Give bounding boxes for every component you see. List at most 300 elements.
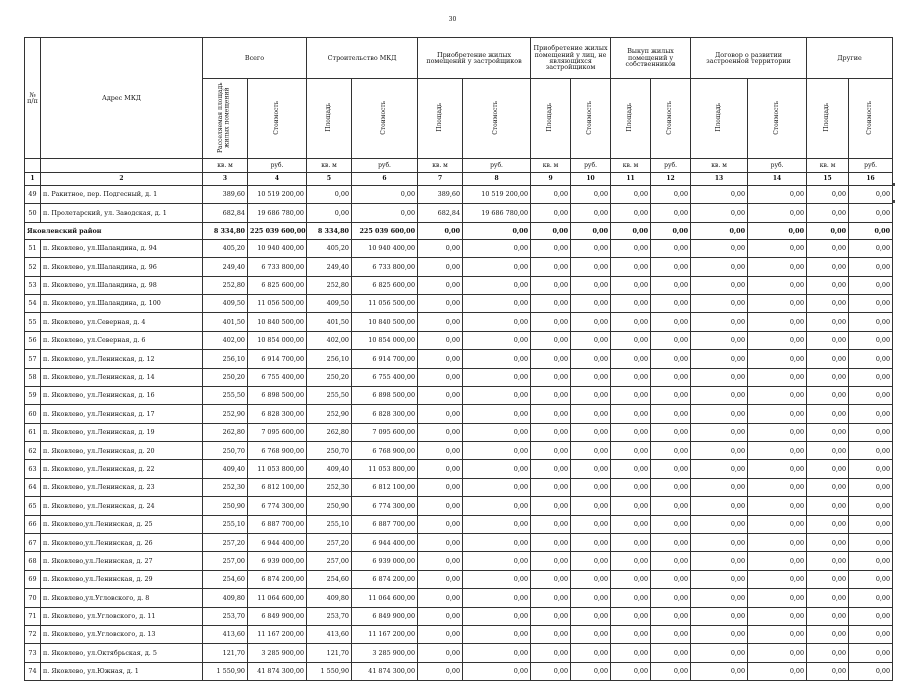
value-cell: 0,00 (807, 331, 849, 349)
table-row (25, 607, 893, 625)
value-cell: 7 095 600,00 (248, 423, 307, 441)
value-cell: 0,00 (463, 405, 531, 423)
value-cell: 409,50 (307, 294, 352, 312)
value-cell: 0,00 (531, 625, 571, 643)
row-address: п. Яковлево, ул.Ленинская, д. 14 (41, 368, 203, 386)
header-sub-cost: Стоимость (352, 79, 418, 159)
value-cell: 0,00 (691, 313, 748, 331)
value-cell: 0,00 (748, 625, 807, 643)
value-cell: 252,80 (307, 276, 352, 294)
header-group-purchase-non-developers: Приобретение жилых помещений у лиц, не являющихся застройщиком (531, 38, 611, 79)
value-cell: 0,00 (571, 515, 611, 533)
row-address: п. Яковлево, ул.Угловского, д. 13 (41, 625, 203, 643)
table-row (25, 662, 893, 680)
value-cell: 0,00 (748, 405, 807, 423)
value-cell: 0,00 (748, 423, 807, 441)
value-cell: 6 939 000,00 (352, 552, 418, 570)
value-cell: 0,00 (418, 386, 463, 404)
header-sub-cost: Стоимость (849, 79, 893, 159)
table-row (25, 442, 893, 460)
value-cell: 0,00 (807, 258, 849, 276)
value-cell: 11 064 600,00 (248, 589, 307, 607)
district-name: Яковлевский район (25, 222, 203, 239)
value-cell: 0,00 (418, 313, 463, 331)
value-cell: 0,00 (571, 222, 611, 239)
value-cell: 0,00 (691, 423, 748, 441)
value-cell: 0,00 (691, 276, 748, 294)
row-index: 63 (25, 460, 41, 478)
value-cell: 389,60 (203, 186, 248, 204)
value-cell: 0,00 (418, 497, 463, 515)
value-cell: 0,00 (418, 644, 463, 662)
value-cell: 0,00 (611, 222, 651, 239)
row-index: 57 (25, 350, 41, 368)
value-cell: 0,00 (531, 515, 571, 533)
column-number: 5 (307, 173, 352, 186)
value-cell: 0,00 (463, 589, 531, 607)
value-cell: 255,50 (203, 386, 248, 404)
value-cell: 3 285 900,00 (352, 644, 418, 662)
value-cell: 10 940 400,00 (352, 239, 418, 257)
value-cell: 0,00 (418, 276, 463, 294)
unit-cost: руб. (748, 159, 807, 173)
value-cell: 0,00 (748, 350, 807, 368)
value-cell: 0,00 (691, 534, 748, 552)
value-cell: 0,00 (531, 222, 571, 239)
value-cell: 0,00 (691, 186, 748, 204)
value-cell: 0,00 (418, 368, 463, 386)
value-cell: 0,00 (651, 186, 691, 204)
value-cell: 0,00 (418, 515, 463, 533)
value-cell: 0,00 (748, 607, 807, 625)
value-cell: 0,00 (651, 313, 691, 331)
column-number: 1 (25, 173, 41, 186)
value-cell: 6 874 200,00 (248, 570, 307, 588)
value-cell: 0,00 (531, 662, 571, 680)
value-cell: 0,00 (611, 607, 651, 625)
value-cell: 0,00 (849, 497, 893, 515)
row-address: п. Яковлево, ул.Шаландина, д. 96 (41, 258, 203, 276)
value-cell: 0,00 (651, 239, 691, 257)
value-cell: 0,00 (611, 644, 651, 662)
unit-cost: руб. (463, 159, 531, 173)
value-cell: 10 940 400,00 (248, 239, 307, 257)
value-cell: 0,00 (571, 423, 611, 441)
value-cell: 0,00 (807, 607, 849, 625)
value-cell: 0,00 (571, 386, 611, 404)
value-cell: 6 755 400,00 (352, 368, 418, 386)
column-number: 13 (691, 173, 748, 186)
value-cell: 0,00 (748, 442, 807, 460)
table-row (25, 313, 893, 331)
value-cell: 0,00 (571, 552, 611, 570)
value-cell: 0,00 (807, 570, 849, 588)
value-cell: 6 768 900,00 (248, 442, 307, 460)
value-cell: 0,00 (611, 589, 651, 607)
value-cell: 0,00 (531, 386, 571, 404)
value-cell: 0,00 (849, 331, 893, 349)
value-cell: 0,00 (531, 239, 571, 257)
value-cell: 0,00 (849, 442, 893, 460)
value-cell: 0,00 (748, 186, 807, 204)
value-cell: 0,00 (463, 662, 531, 680)
value-cell: 0,00 (807, 239, 849, 257)
value-cell: 0,00 (748, 386, 807, 404)
value-cell: 0,00 (418, 442, 463, 460)
value-cell: 0,00 (531, 204, 571, 222)
value-cell: 0,00 (748, 331, 807, 349)
row-index: 67 (25, 534, 41, 552)
value-cell: 0,00 (611, 294, 651, 312)
table-row (25, 258, 893, 276)
value-cell: 0,00 (748, 497, 807, 515)
table-body (25, 186, 893, 681)
value-cell: 6 944 400,00 (352, 534, 418, 552)
column-number: 14 (748, 173, 807, 186)
value-cell: 0,00 (849, 386, 893, 404)
value-cell: 6 768 900,00 (352, 442, 418, 460)
value-cell: 0,00 (849, 625, 893, 643)
header-sub-area: Площадь (307, 79, 352, 159)
value-cell: 6 774 300,00 (248, 497, 307, 515)
value-cell: 0,00 (611, 625, 651, 643)
value-cell: 0,00 (531, 570, 571, 588)
value-cell: 0,00 (418, 478, 463, 496)
value-cell: 0,00 (807, 186, 849, 204)
value-cell: 0,00 (463, 644, 531, 662)
value-cell: 0,00 (651, 386, 691, 404)
value-cell: 0,00 (418, 589, 463, 607)
value-cell: 0,00 (611, 386, 651, 404)
value-cell: 0,00 (418, 552, 463, 570)
value-cell: 0,00 (651, 552, 691, 570)
value-cell: 0,00 (651, 497, 691, 515)
unit-area: кв. м (203, 159, 248, 173)
value-cell: 0,00 (691, 442, 748, 460)
value-cell: 0,00 (531, 607, 571, 625)
value-cell: 0,00 (691, 552, 748, 570)
unit-cost: руб. (571, 159, 611, 173)
value-cell: 0,00 (748, 294, 807, 312)
value-cell: 0,00 (748, 515, 807, 533)
value-cell: 0,00 (307, 186, 352, 204)
row-address: п. Яковлево, ул.Ленинская, д. 17 (41, 405, 203, 423)
value-cell: 402,00 (203, 331, 248, 349)
value-cell: 0,00 (571, 607, 611, 625)
units-row (25, 159, 893, 173)
value-cell: 0,00 (571, 350, 611, 368)
value-cell: 0,00 (571, 294, 611, 312)
value-cell: 0,00 (748, 552, 807, 570)
column-number: 3 (203, 173, 248, 186)
row-address: п. Яковлево, ул.Ленинская, д. 24 (41, 497, 203, 515)
value-cell: 0,00 (807, 423, 849, 441)
value-cell: 6 812 100,00 (352, 478, 418, 496)
value-cell: 0,00 (531, 552, 571, 570)
value-cell: 0,00 (611, 534, 651, 552)
value-cell: 0,00 (849, 460, 893, 478)
value-cell: 0,00 (463, 460, 531, 478)
value-cell: 0,00 (807, 368, 849, 386)
scan-mark (893, 183, 895, 186)
value-cell: 225 039 600,00 (248, 222, 307, 239)
value-cell: 0,00 (463, 276, 531, 294)
value-cell: 0,00 (611, 258, 651, 276)
value-cell: 6 828 300,00 (248, 405, 307, 423)
value-cell: 682,84 (203, 204, 248, 222)
value-cell: 0,00 (691, 258, 748, 276)
header-group-purchase-developers: Приобретение жилых помещений у застройщиков (418, 38, 531, 79)
value-cell: 0,00 (651, 589, 691, 607)
value-cell: 11 167 200,00 (352, 625, 418, 643)
value-cell: 413,60 (307, 625, 352, 643)
header-sub-area: Площадь (691, 79, 748, 159)
table-row (25, 478, 893, 496)
value-cell: 0,00 (748, 239, 807, 257)
value-cell: 0,00 (748, 258, 807, 276)
row-address: п. Яковлево, ул.Северная, д. 6 (41, 331, 203, 349)
value-cell: 0,00 (849, 350, 893, 368)
row-index: 65 (25, 497, 41, 515)
value-cell: 41 874 300,00 (352, 662, 418, 680)
value-cell: 0,00 (611, 368, 651, 386)
value-cell: 402,00 (307, 331, 352, 349)
table-row (25, 644, 893, 662)
value-cell: 252,30 (203, 478, 248, 496)
value-cell: 250,70 (203, 442, 248, 460)
value-cell: 0,00 (748, 460, 807, 478)
value-cell: 389,60 (418, 186, 463, 204)
header-sub-cost: Стоимость (651, 79, 691, 159)
value-cell: 0,00 (807, 276, 849, 294)
value-cell: 0,00 (531, 294, 571, 312)
value-cell: 0,00 (651, 460, 691, 478)
value-cell: 11 053 800,00 (352, 460, 418, 478)
header-sub-area: Площадь (807, 79, 849, 159)
value-cell: 41 874 300,00 (248, 662, 307, 680)
value-cell: 0,00 (463, 515, 531, 533)
header-sub-area: Площадь (418, 79, 463, 159)
value-cell: 0,00 (571, 258, 611, 276)
value-cell: 0,00 (849, 239, 893, 257)
header-group-buyout: Выкуп жилых помещений у собственников (611, 38, 691, 79)
row-index: 49 (25, 186, 41, 204)
unit-cost: руб. (849, 159, 893, 173)
value-cell: 0,00 (807, 313, 849, 331)
value-cell: 0,00 (571, 497, 611, 515)
row-index: 70 (25, 589, 41, 607)
value-cell: 0,00 (571, 368, 611, 386)
value-cell: 0,00 (571, 276, 611, 294)
value-cell: 0,00 (611, 497, 651, 515)
value-cell: 0,00 (651, 258, 691, 276)
value-cell: 0,00 (691, 386, 748, 404)
table-row (25, 239, 893, 257)
row-index: 72 (25, 625, 41, 643)
header-group-territory-contract: Договор о развитии застроенной территории (691, 38, 807, 79)
value-cell: 0,00 (531, 368, 571, 386)
value-cell: 0,00 (463, 222, 531, 239)
value-cell: 0,00 (352, 204, 418, 222)
value-cell: 11 053 800,00 (248, 460, 307, 478)
value-cell: 0,00 (463, 497, 531, 515)
table-row (25, 350, 893, 368)
row-address: п. Яковлево, ул.Шаландина, д. 98 (41, 276, 203, 294)
value-cell: 0,00 (571, 442, 611, 460)
table-row (25, 515, 893, 533)
value-cell: 6 898 500,00 (352, 386, 418, 404)
value-cell: 0,00 (807, 350, 849, 368)
row-address: п. Яковлево,ул.Ленинская, д. 26 (41, 534, 203, 552)
row-index: 59 (25, 386, 41, 404)
value-cell: 0,00 (807, 405, 849, 423)
value-cell: 0,00 (531, 405, 571, 423)
unit-cell (41, 159, 203, 173)
row-index: 53 (25, 276, 41, 294)
value-cell: 0,00 (651, 405, 691, 423)
value-cell: 0,00 (571, 589, 611, 607)
value-cell: 0,00 (463, 607, 531, 625)
value-cell: 0,00 (418, 460, 463, 478)
table-row (25, 276, 893, 294)
header-sub-cost: Стоимость (748, 79, 807, 159)
value-cell: 6 812 100,00 (248, 478, 307, 496)
header-group-other: Другие (807, 38, 893, 79)
value-cell: 0,00 (531, 423, 571, 441)
row-index: 71 (25, 607, 41, 625)
row-address: п. Яковлево, ул.Ленинская, д. 23 (41, 478, 203, 496)
row-address: п. Яковлево,ул.Ленинская, д. 25 (41, 515, 203, 533)
value-cell: 253,70 (307, 607, 352, 625)
value-cell: 249,40 (203, 258, 248, 276)
value-cell: 252,80 (203, 276, 248, 294)
value-cell: 0,00 (651, 222, 691, 239)
table-row (25, 405, 893, 423)
value-cell: 0,00 (611, 478, 651, 496)
value-cell: 0,00 (748, 644, 807, 662)
value-cell: 0,00 (611, 570, 651, 588)
value-cell: 0,00 (807, 589, 849, 607)
column-number: 15 (807, 173, 849, 186)
value-cell: 0,00 (748, 589, 807, 607)
value-cell: 6 828 300,00 (352, 405, 418, 423)
value-cell: 0,00 (418, 625, 463, 643)
value-cell: 0,00 (651, 350, 691, 368)
value-cell: 0,00 (849, 662, 893, 680)
value-cell: 257,00 (307, 552, 352, 570)
value-cell: 0,00 (611, 331, 651, 349)
value-cell: 0,00 (531, 589, 571, 607)
value-cell: 11 064 600,00 (352, 589, 418, 607)
value-cell: 0,00 (571, 478, 611, 496)
table-row (25, 294, 893, 312)
value-cell: 10 519 200,00 (248, 186, 307, 204)
header-sub-cost: Стоимость (571, 79, 611, 159)
value-cell: 0,00 (571, 331, 611, 349)
value-cell: 0,00 (611, 662, 651, 680)
value-cell: 0,00 (531, 644, 571, 662)
table-row (25, 497, 893, 515)
value-cell: 0,00 (418, 534, 463, 552)
value-cell: 0,00 (611, 239, 651, 257)
unit-area: кв. м (418, 159, 463, 173)
value-cell: 6 774 300,00 (352, 497, 418, 515)
table-row (25, 534, 893, 552)
row-address: п. Яковлево,ул.Ленинская, д. 27 (41, 552, 203, 570)
unit-area: кв. м (531, 159, 571, 173)
value-cell: 409,40 (307, 460, 352, 478)
column-number: 8 (463, 173, 531, 186)
value-cell: 19 686 780,00 (248, 204, 307, 222)
value-cell: 0,00 (691, 478, 748, 496)
value-cell: 257,00 (203, 552, 248, 570)
row-address: п. Ракитное, пер. Подгесный, д. 1 (41, 186, 203, 204)
value-cell: 405,20 (307, 239, 352, 257)
value-cell: 10 854 000,00 (248, 331, 307, 349)
column-numbers-row (25, 173, 893, 186)
row-index: 51 (25, 239, 41, 257)
row-index: 50 (25, 204, 41, 222)
value-cell: 0,00 (611, 423, 651, 441)
value-cell: 0,00 (748, 204, 807, 222)
column-number: 10 (571, 173, 611, 186)
column-number: 16 (849, 173, 893, 186)
value-cell: 7 095 600,00 (352, 423, 418, 441)
value-cell: 10 854 000,00 (352, 331, 418, 349)
header-sub-area-total: Расселяемая площадь жилых помещений (203, 79, 248, 159)
value-cell: 0,00 (571, 239, 611, 257)
header-sub-area: Площадь (531, 79, 571, 159)
value-cell: 0,00 (849, 222, 893, 239)
value-cell: 255,50 (307, 386, 352, 404)
value-cell: 256,10 (307, 350, 352, 368)
value-cell: 257,20 (203, 534, 248, 552)
row-address: п. Яковлево,ул.Угловского, д. 8 (41, 589, 203, 607)
value-cell: 6 914 700,00 (248, 350, 307, 368)
value-cell: 0,00 (611, 515, 651, 533)
value-cell: 6 825 600,00 (248, 276, 307, 294)
value-cell: 0,00 (463, 625, 531, 643)
value-cell: 0,00 (807, 442, 849, 460)
header-sub-cost: Стоимость (248, 79, 307, 159)
value-cell: 0,00 (571, 405, 611, 423)
table-row (25, 589, 893, 607)
value-cell: 8 334,80 (203, 222, 248, 239)
value-cell: 1 550,90 (203, 662, 248, 680)
row-address: п. Яковлево, ул.Ленинская, д. 19 (41, 423, 203, 441)
value-cell: 0,00 (849, 276, 893, 294)
table-row (25, 625, 893, 643)
value-cell: 0,00 (691, 589, 748, 607)
value-cell: 0,00 (849, 405, 893, 423)
column-number: 9 (531, 173, 571, 186)
header-col-address: Адрес МКД (41, 38, 203, 159)
row-address: п. Яковлево, ул.Южная, д. 1 (41, 662, 203, 680)
value-cell: 0,00 (531, 313, 571, 331)
value-cell: 0,00 (849, 368, 893, 386)
value-cell: 10 519 200,00 (463, 186, 531, 204)
unit-cost: руб. (352, 159, 418, 173)
value-cell: 0,00 (463, 570, 531, 588)
value-cell: 405,20 (203, 239, 248, 257)
row-address: п. Яковлево,ул.Ленинская, д. 29 (41, 570, 203, 588)
value-cell: 121,70 (203, 644, 248, 662)
row-address: п. Яковлево, ул.Ленинская, д. 16 (41, 386, 203, 404)
value-cell: 6 874 200,00 (352, 570, 418, 588)
value-cell: 0,00 (807, 204, 849, 222)
value-cell: 0,00 (531, 497, 571, 515)
value-cell: 0,00 (691, 497, 748, 515)
